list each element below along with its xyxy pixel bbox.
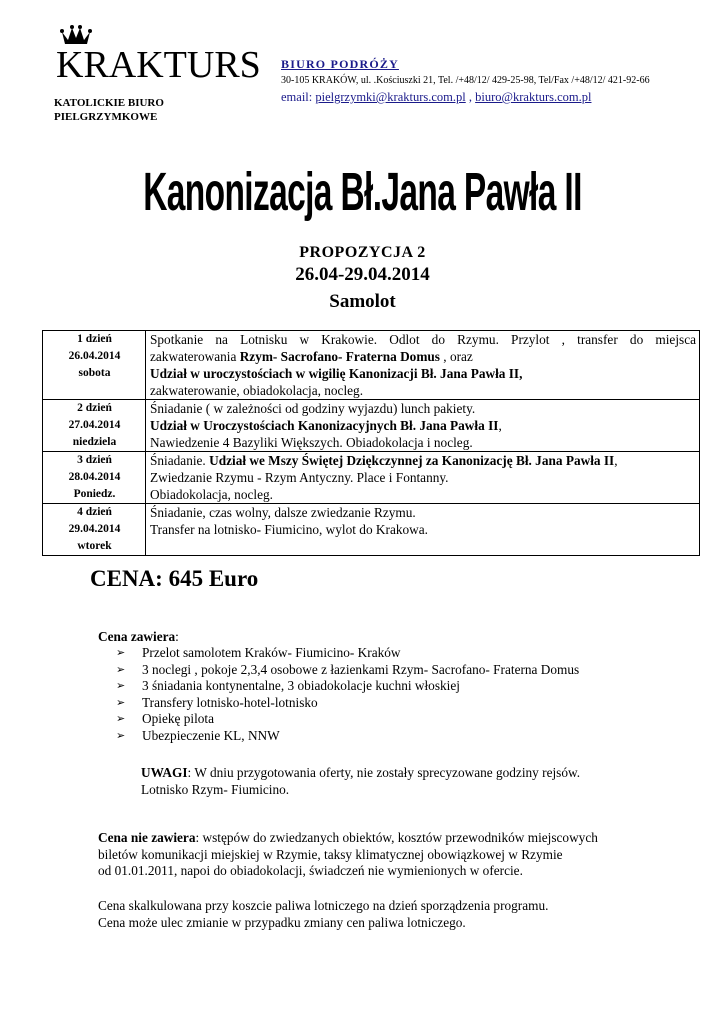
trip-dates: 26.04-29.04.2014 bbox=[295, 264, 430, 285]
company-logo: KRAKTURS bbox=[56, 44, 261, 86]
arrow-bullet-icon: ➢ bbox=[116, 647, 126, 659]
desc-bold: Udział w Uroczystościach Kanonizacyjnych Bł. Jana Pawła II bbox=[150, 418, 499, 433]
desc-line: Transfer na lotnisko- Fiumicino, wylot do Krakowa. bbox=[150, 522, 428, 537]
day-cell bbox=[43, 452, 146, 504]
not-included-line bbox=[98, 830, 598, 847]
day-number: 2 dzień bbox=[77, 402, 112, 414]
desc-text: , bbox=[614, 453, 618, 468]
list-item bbox=[116, 678, 579, 695]
desc-line bbox=[150, 348, 696, 365]
includes-heading bbox=[98, 629, 179, 646]
day-cell bbox=[43, 504, 146, 556]
table-row bbox=[43, 400, 700, 452]
desc-line: Zwiedzanie Rzymu - Rzym Antyczny. Place i Fontanny. bbox=[150, 470, 449, 485]
desc-text: zakwaterowania bbox=[150, 349, 240, 364]
desc-text: , bbox=[498, 418, 502, 433]
proposal-number: PROPOZYCJA 2 bbox=[299, 244, 426, 261]
not-included-label: Cena nie zawiera bbox=[98, 830, 196, 845]
day-description bbox=[146, 331, 700, 400]
list-item bbox=[116, 662, 579, 679]
includes-list bbox=[116, 645, 579, 744]
list-item bbox=[116, 645, 579, 662]
day-number: 1 dzień bbox=[77, 333, 112, 345]
day-weekday: niedziela bbox=[72, 436, 117, 448]
desc-line bbox=[150, 452, 696, 469]
day-weekday: sobota bbox=[78, 367, 111, 379]
includes-colon: : bbox=[175, 629, 179, 644]
list-item bbox=[116, 728, 579, 745]
remarks-label: UWAGI bbox=[141, 765, 188, 780]
desc-line: zakwaterowanie, obiadokolacja, nocleg. bbox=[150, 383, 364, 398]
day-cell bbox=[43, 400, 146, 452]
logo-subtitle bbox=[54, 96, 164, 124]
logo-subtitle-line-2: PIELGRZYMKOWE bbox=[54, 111, 158, 123]
day-weekday: Poniedz. bbox=[73, 488, 116, 500]
day-weekday: wtorek bbox=[77, 540, 112, 552]
remarks-line: Lotnisko Rzym- Fiumicino. bbox=[141, 781, 290, 797]
list-item-text: 3 noclegi , pokoje 2,3,4 osobowe z łazienkami Rzym- Sacrofano- Fraterna Domus bbox=[142, 661, 580, 677]
list-item-text: Przelot samolotem Kraków- Fiumicino- Kraków bbox=[142, 645, 401, 660]
desc-text: Śniadanie. bbox=[150, 453, 210, 468]
desc-line: Śniadanie, czas wolny, dalsze zwiedzanie Rzymu. bbox=[150, 505, 416, 520]
day-date: 28.04.2014 bbox=[68, 471, 121, 483]
day-date: 26.04.2014 bbox=[68, 350, 121, 362]
page-title: Kanonizacja Bł.Jana Pawła II bbox=[143, 162, 582, 222]
list-item-text: Opiekę pilota bbox=[142, 711, 215, 726]
arrow-bullet-icon: ➢ bbox=[116, 680, 126, 692]
list-item-text: 3 śniadania kontynentalne, 3 obiadokolacje kuchni włoskiej bbox=[142, 678, 460, 693]
not-included-line: biletów komunikacji miejskiej w Rzymie, taksy klimatycznej obowiązkowej w Rzymie bbox=[98, 846, 563, 862]
list-item bbox=[116, 695, 579, 712]
day-description bbox=[146, 504, 700, 556]
day-description bbox=[146, 400, 700, 452]
table-row bbox=[43, 331, 700, 400]
price-heading: CENA: 645 Euro bbox=[90, 566, 259, 591]
fuel-note bbox=[98, 898, 548, 931]
list-item-text: Transfery lotnisko-hotel-lotnisko bbox=[142, 694, 318, 710]
fuel-note-line: Cena skalkulowana przy koszcie paliwa lotniczego na dzień sporządzenia programu. bbox=[98, 898, 549, 913]
agency-email bbox=[281, 90, 591, 105]
desc-line: Spotkanie na Lotnisku w Krakowie. Odlot do Rzymu. Przylot , transfer do miejsca bbox=[150, 332, 696, 347]
desc-bold: Udział we Mszy Świętej Dziękczynnej za Kanonizację Bł. Jana Pawła II bbox=[209, 453, 615, 468]
fuel-note-line: Cena może ulec zmianie w przypadku zmiany cen paliwa lotniczego. bbox=[98, 914, 466, 930]
desc-line: Nawiedzenie 4 Bazyliki Większych. Obiadokolacja i nocleg. bbox=[150, 435, 473, 450]
email-label: email: bbox=[281, 90, 313, 104]
arrow-bullet-icon: ➢ bbox=[116, 729, 126, 742]
day-number: 4 dzień bbox=[77, 506, 112, 518]
remarks-text: : W dniu przygotowania oferty, nie zostały sprecyzowane godziny rejsów. bbox=[187, 765, 581, 780]
list-item bbox=[116, 711, 579, 728]
day-description bbox=[146, 452, 700, 504]
transport-mode: Samolot bbox=[329, 291, 396, 312]
desc-bold: Rzym- Sacrofano- Fraterna Domus bbox=[239, 349, 440, 364]
email-link-biuro[interactable]: biuro@krakturs.com.pl bbox=[475, 90, 592, 104]
desc-text: , oraz bbox=[439, 349, 473, 364]
logo-subtitle-line-1: KATOLICKIE BIURO bbox=[54, 97, 164, 109]
day-date: 29.04.2014 bbox=[68, 523, 121, 535]
includes-label: Cena zawiera bbox=[98, 629, 176, 644]
itinerary-table bbox=[42, 330, 700, 556]
day-number: 3 dzień bbox=[77, 454, 112, 466]
email-link-pielgrzymki[interactable]: pielgrzymki@krakturs.com.pl bbox=[315, 90, 466, 104]
arrow-bullet-icon: ➢ bbox=[116, 696, 126, 709]
not-included bbox=[98, 830, 598, 880]
desc-line: Śniadanie ( w zależności od godziny wyjazdu) lunch pakiety. bbox=[150, 401, 476, 416]
table-row bbox=[43, 504, 700, 556]
table-row bbox=[43, 452, 700, 504]
day-cell bbox=[43, 331, 146, 400]
desc-line: Obiadokolacja, nocleg. bbox=[150, 487, 273, 502]
day-date: 27.04.2014 bbox=[68, 419, 121, 431]
not-included-line: od 01.01.2011, napoi do obiadokolacji, świadczeń nie wymienionych w ofercie. bbox=[98, 863, 523, 878]
email-separator: , bbox=[465, 90, 476, 104]
arrow-bullet-icon: ➢ bbox=[116, 663, 126, 676]
list-item-text: Ubezpieczenie KL, NNW bbox=[142, 727, 280, 743]
crown-logo-icon bbox=[60, 24, 92, 46]
remarks-line bbox=[141, 765, 580, 782]
desc-line bbox=[150, 365, 696, 382]
desc-line bbox=[150, 417, 696, 434]
agency-address: 30-105 KRAKÓW, ul. .Kościuszki 21, Tel. /+48/12/ 429-25-98, Tel/Fax /+48/12/ 421-92-66 bbox=[281, 75, 650, 86]
not-included-text: : wstępów do zwiedzanych obiektów, kosztów przewodników miejscowych bbox=[195, 830, 598, 845]
arrow-bullet-icon: ➢ bbox=[116, 713, 126, 725]
desc-bold: Udział w uroczystościach w wigilię Kanonizacji Bł. Jana Pawła II, bbox=[150, 366, 523, 381]
agency-name: BIURO PODRÓŻY bbox=[281, 57, 399, 71]
remarks bbox=[141, 765, 580, 798]
